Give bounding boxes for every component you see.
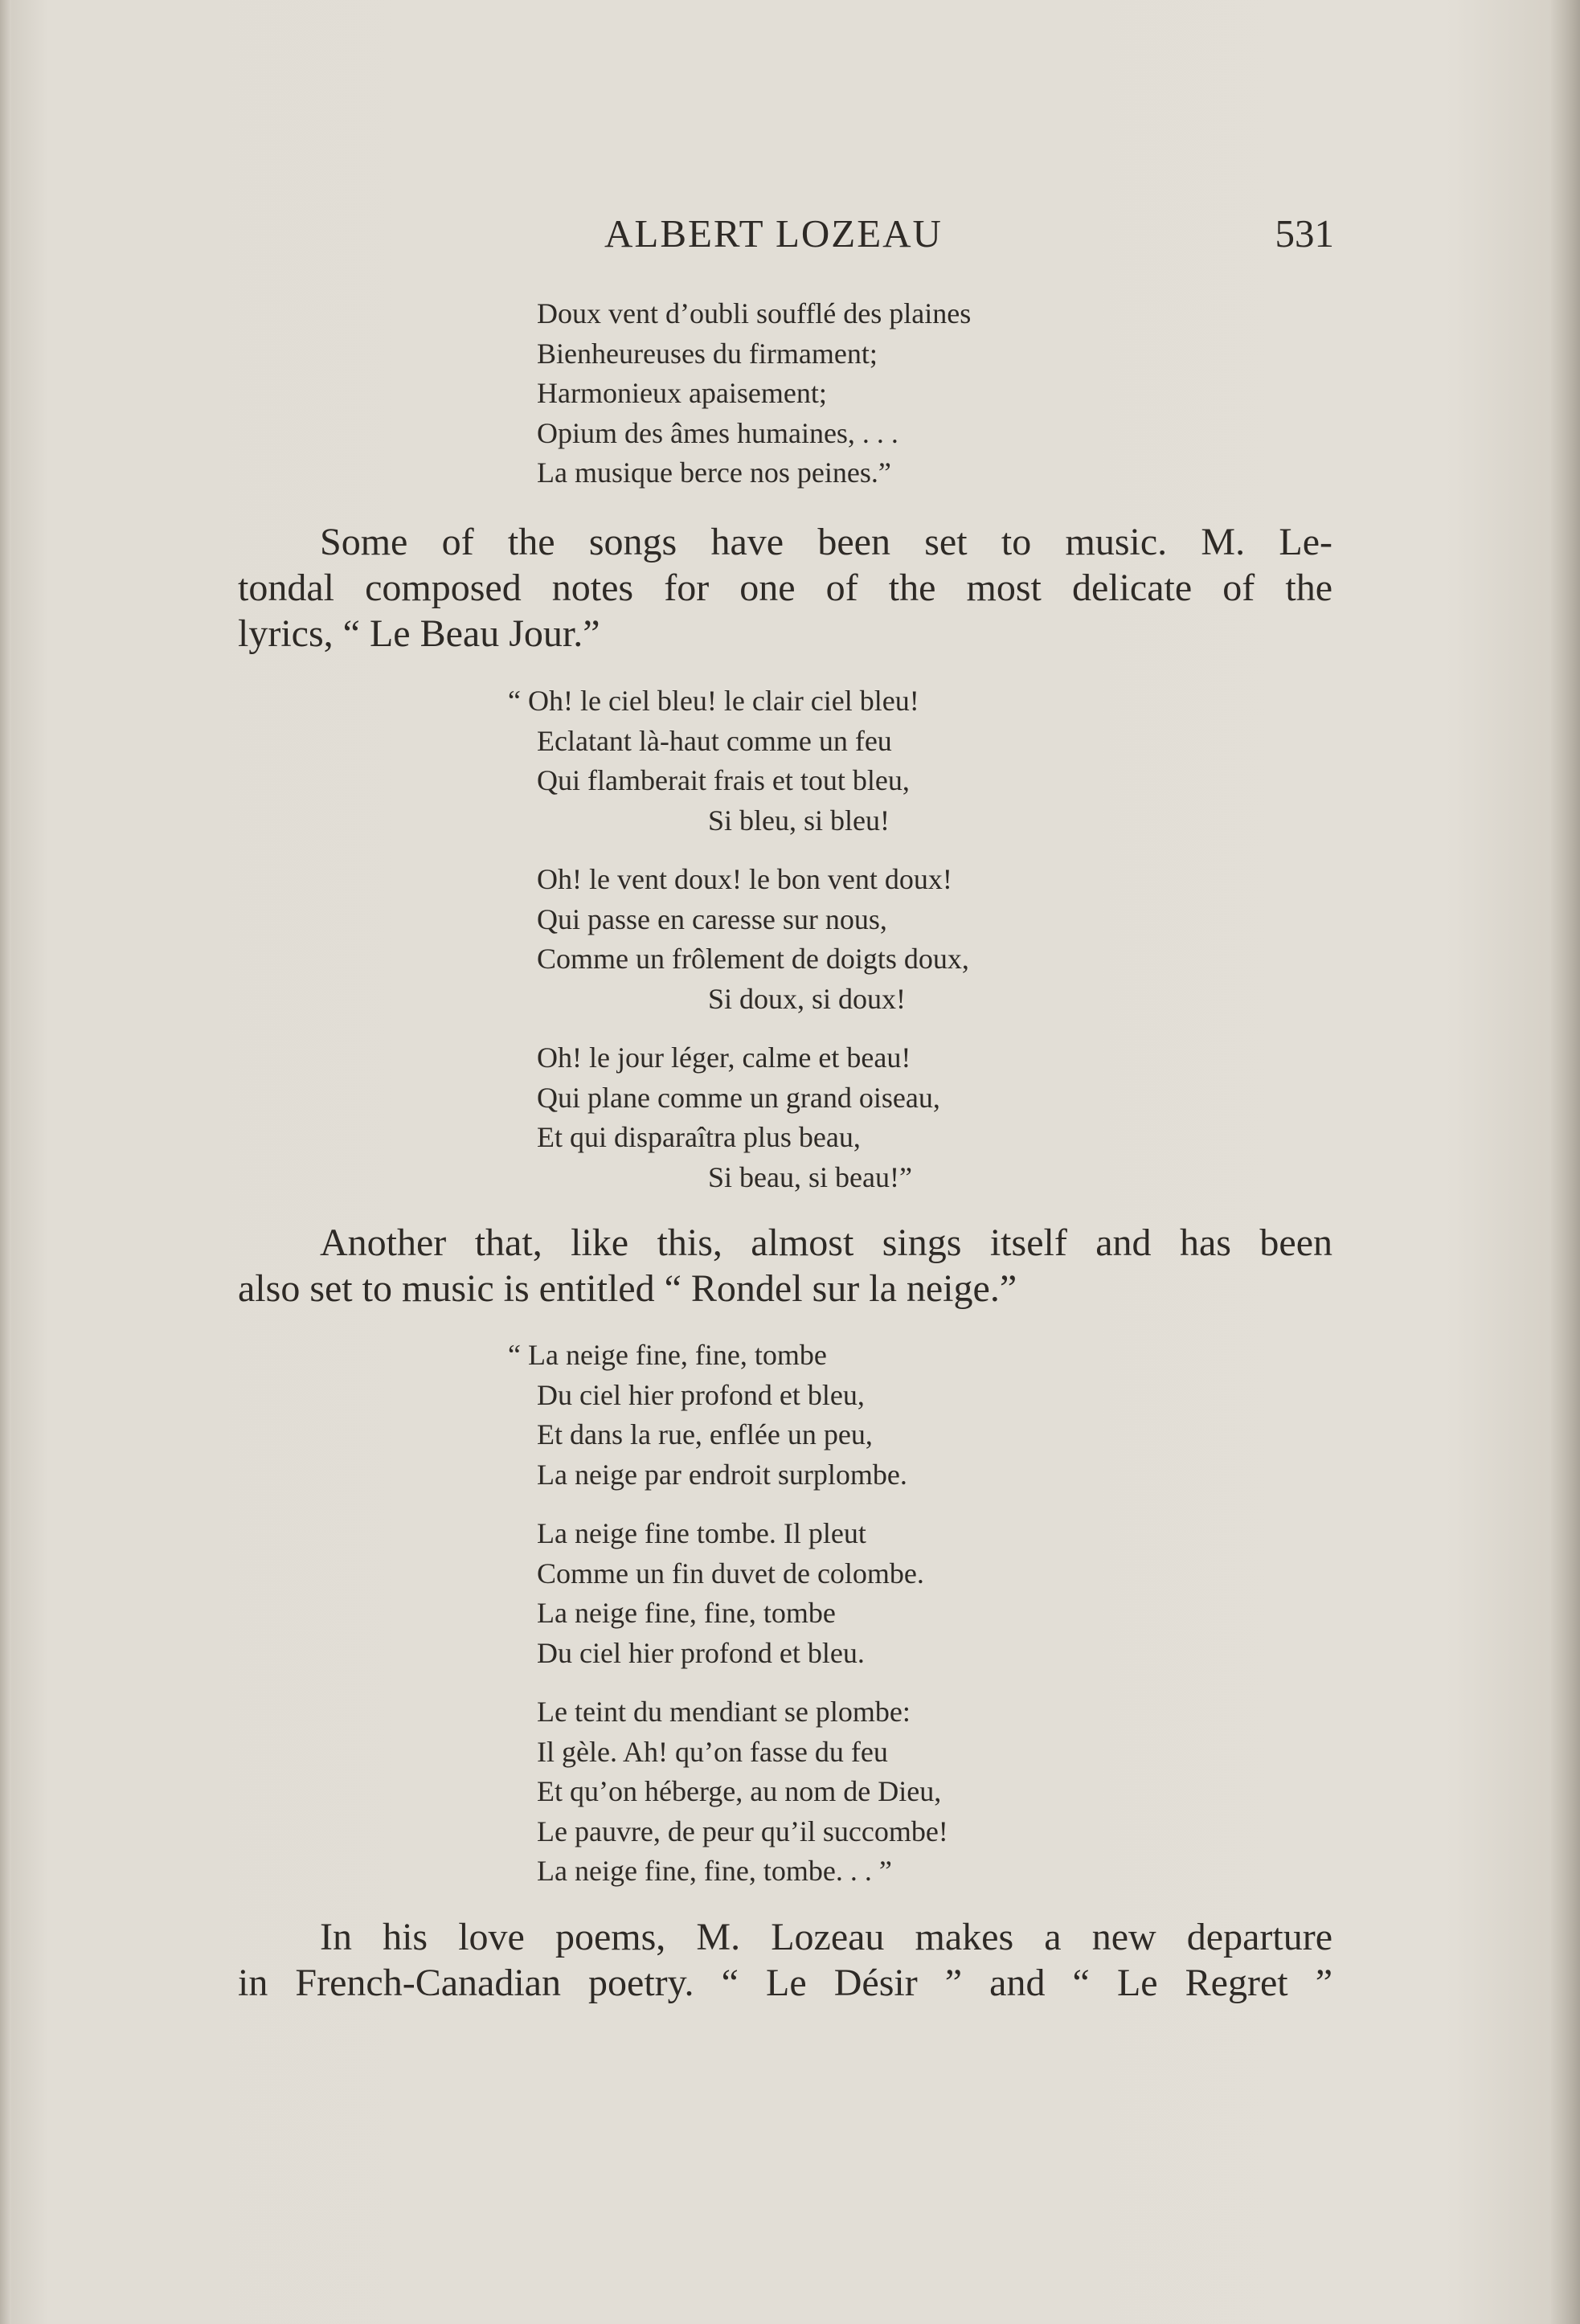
verse-line: Du ciel hier profond et bleu. [537, 1636, 865, 1669]
running-title: ALBERT LOZEAU [604, 211, 943, 256]
verse-line: Qui flamberait frais et tout bleu, [537, 764, 910, 796]
prose-line: tondal composed notes for one of the most delicate of the [238, 567, 1332, 609]
prose-line: Some of the songs have been set to music. M. Le- [320, 521, 1332, 563]
verse-line: Si bleu, si bleu! [708, 804, 890, 837]
stanza [537, 1514, 948, 1673]
verse-line: La neige fine, fine, tombe [537, 1597, 836, 1629]
page-left-edge [0, 0, 11, 2324]
verse-line: Harmonieux apaisement; [537, 377, 827, 409]
verse-line: Si beau, si beau!” [708, 1160, 912, 1193]
verse-line: Oh! le jour léger, calme et beau! [537, 1041, 911, 1074]
verse-line: La neige fine tombe. Il pleut [537, 1517, 866, 1549]
page-number: 531 [1275, 211, 1334, 256]
stanza [537, 1692, 948, 1892]
verse-line: Opium des âmes humaines, . . . [537, 416, 898, 449]
verse-line: Qui plane comme un grand oiseau, [537, 1081, 940, 1114]
page-header [241, 211, 1334, 267]
verse-line: Bienheureuses du firmament; [537, 337, 878, 370]
verse-line: Comme un frôlement de doigts doux, [537, 943, 969, 975]
page-right-edge [1551, 0, 1580, 2324]
verse-line: Et dans la rue, enflée un peu, [537, 1418, 873, 1450]
poem-rondel-sur-la-neige [508, 1336, 948, 1892]
verse-line: Oh! le vent doux! le bon vent doux! [537, 863, 952, 895]
verse-line: Il gèle. Ah! qu’on fasse du feu [537, 1735, 888, 1768]
prose-line: in French-Canadian poetry. “ Le Désir ” and “ Le Regret ” [238, 1962, 1332, 2004]
verse-line: La neige par endroit surplombe. [537, 1458, 907, 1491]
prose-line: In his love poems, M. Lozeau makes a new departure [320, 1916, 1332, 1958]
verse-line: Le pauvre, de peur qu’il succombe! [537, 1815, 948, 1847]
stanza [537, 1038, 969, 1197]
poem-le-beau-jour [508, 681, 969, 1197]
poem-excerpt-1 [537, 294, 971, 493]
body-paragraph-2 [238, 1220, 1332, 1311]
verse-line: Eclatant là-haut comme un feu [537, 724, 892, 757]
verse-line: Et qu’on héberge, au nom de Dieu, [537, 1775, 942, 1807]
verse-line: Doux vent d’oubli soufflé des plaines [537, 297, 972, 329]
verse-line: Du ciel hier profond et bleu, [537, 1378, 865, 1411]
stanza [508, 681, 969, 841]
verse-line: Si doux, si doux! [708, 982, 907, 1015]
verse-line: Et qui disparaîtra plus beau, [537, 1121, 861, 1153]
prose-line: Another that, like this, almost sings itself and has been [320, 1221, 1332, 1264]
body-paragraph-1 [238, 519, 1332, 657]
stanza [508, 1336, 948, 1495]
stanza [537, 860, 969, 1019]
verse-line: Comme un fin duvet de colombe. [537, 1557, 924, 1590]
verse-line: “ Oh! le ciel bleu! le clair ciel bleu! [508, 685, 919, 717]
verse-line: “ La neige fine, fine, tombe [508, 1339, 827, 1371]
verse-line: La musique berce nos peines.” [537, 456, 891, 489]
prose-line: lyrics, “ Le Beau Jour.” [238, 612, 600, 655]
verse-line: Qui passe en caresse sur nous, [537, 902, 887, 935]
body-paragraph-3 [238, 1914, 1332, 2006]
verse-line: La neige fine, fine, tombe. . . ” [537, 1855, 892, 1887]
prose-line: also set to music is entitled “ Rondel sur la neige.” [238, 1267, 1017, 1310]
verse-line: Le teint du mendiant se plombe: [537, 1696, 911, 1728]
